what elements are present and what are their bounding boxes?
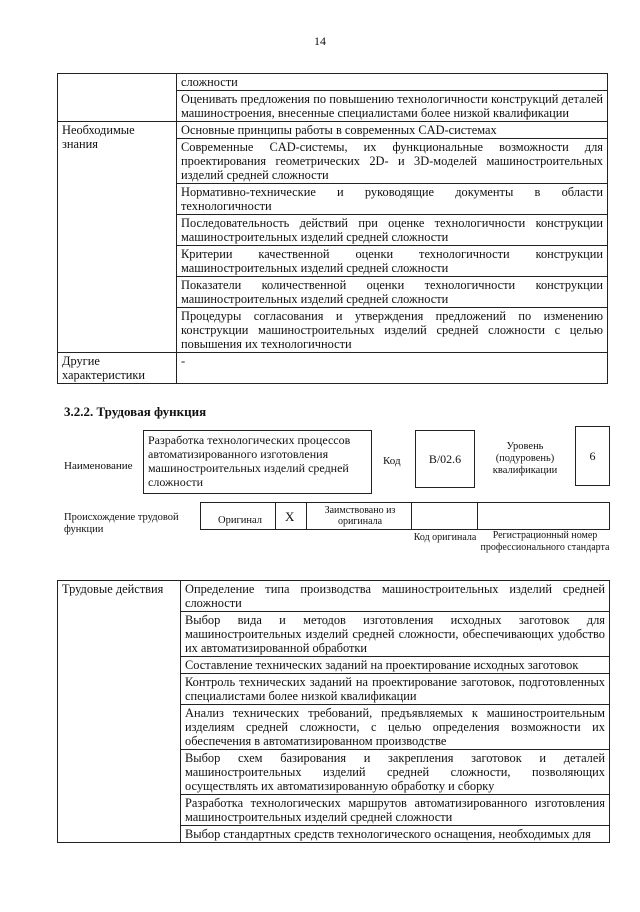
table-cell: Нормативно-технические и руководящие документы в области технологичности — [177, 184, 608, 215]
table-cell: Современные CAD-системы, их функциональные возможности для проектирования геометрических 2D- и 3D-моделей машиностроительных изделий средней сложности — [177, 139, 608, 184]
level-value: 6 — [589, 449, 596, 463]
table-cell: Последовательность действий при оценке технологичности конструкции машиностроительных изделий средней сложности — [177, 215, 608, 246]
code-label: Код — [383, 455, 401, 467]
original-mark: X — [285, 509, 295, 524]
table-cell: - — [177, 353, 608, 384]
name-label: Наименование — [64, 460, 133, 472]
table-cell: Составление технических заданий на проектирование исходных заготовок — [181, 657, 610, 674]
row-label-other: Другие характеристики — [58, 353, 177, 384]
table-row — [58, 122, 608, 139]
borrowed-label: Заимствовано из оригинала — [324, 505, 396, 527]
origin-code-cell — [412, 502, 478, 530]
code-value: B/02.6 — [428, 452, 462, 466]
code-caption: Код оригинала — [413, 532, 477, 543]
actions-table — [57, 580, 610, 843]
table-cell: Анализ технических требований, предъявляемых к машиностроительным изделиям средней сложности, с целью определения возможности их обеспечения в автоматизированном производстве — [181, 705, 610, 750]
table-cell: Определение типа производства машиностроительных изделий средней сложности — [181, 581, 610, 612]
table-cell: Критерии качественной оценки технологичности конструкции машиностроительных изделий средней сложности — [177, 246, 608, 277]
table-cell: Основные принципы работы в современных CAD-системах — [177, 122, 608, 139]
row-label-knowledge: Необходимые знания — [58, 122, 177, 353]
table-cell: Выбор вида и методов изготовления исходных заготовок для машиностроительных изделий средней сложности, обеспечивающих удобство их автоматизированной обработки — [181, 612, 610, 657]
table-cell: Контроль технических заданий на проектирование заготовок, подготовленных специалистами более низкой квалификации — [181, 674, 610, 705]
level-box — [575, 426, 610, 486]
table-cell: Процедуры согласования и утверждения предложений по изменению конструкции машиностроительных изделий средней сложности с целью повышения их технологичности — [177, 308, 608, 353]
table-row — [58, 74, 608, 91]
function-name-box — [143, 430, 372, 494]
table-cell: Показатели количественной оценки технологичности конструкции машиностроительных изделий средней сложности — [177, 277, 608, 308]
table-row — [58, 353, 608, 384]
knowledge-table — [57, 73, 608, 384]
level-label: Уровень (подуровень) квалификации — [492, 441, 558, 476]
function-name: Разработка технологических процессов автоматизированного изготовления машиностроительных изделий средней сложности — [148, 433, 351, 489]
table-cell: сложности — [177, 74, 608, 91]
reg-caption: Регистрационный номер профессионального стандарта — [480, 530, 610, 553]
table-cell: Выбор схем базирования и закрепления заготовок и деталей машиностроительных изделий средней сложности, позволяющих осуществлять их автоматизированную обработку и сборку — [181, 750, 610, 795]
section-heading: 3.2.2. Трудовая функция — [64, 404, 207, 419]
table-row — [58, 581, 610, 612]
original-label: Оригинал — [218, 515, 262, 526]
table-cell: Разработка технологических маршрутов автоматизированного изготовления машиностроительных изделий средней сложности — [181, 795, 610, 826]
table-cell: Выбор стандартных средств технологического оснащения, необходимых для — [181, 826, 610, 843]
code-box — [415, 430, 475, 488]
row-label-actions: Трудовые действия — [58, 581, 181, 843]
row-label — [58, 74, 177, 122]
origin-label: Происхождение трудовой функции — [64, 512, 179, 535]
page-number: 14 — [314, 34, 326, 48]
table-cell: Оценивать предложения по повышению технологичности конструкций деталей машиностроения, внесенные специалистами более низкой квалификации — [177, 91, 608, 122]
